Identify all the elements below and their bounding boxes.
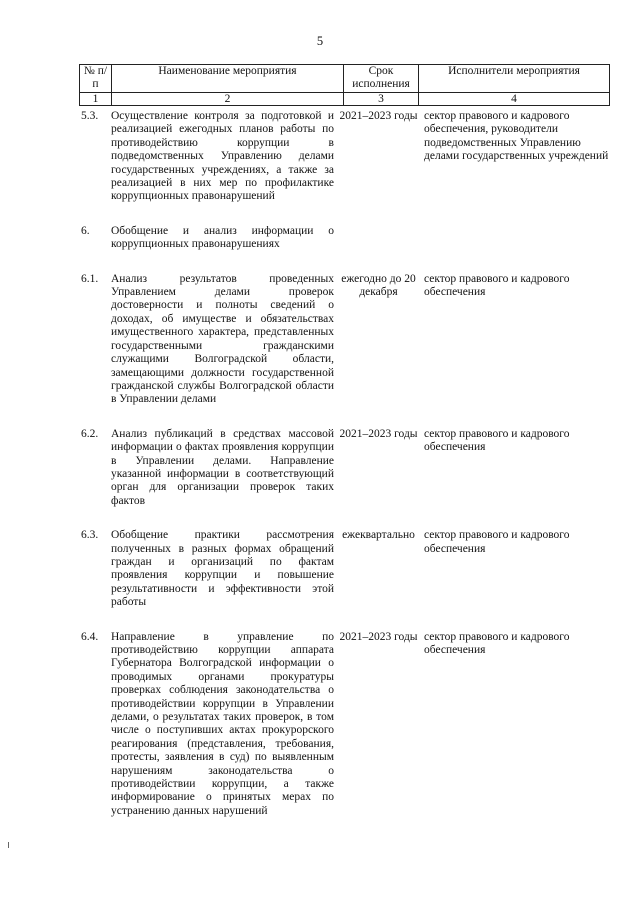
table-row xyxy=(79,110,609,225)
row-number: 6. xyxy=(81,224,90,237)
header-num-3: 3 xyxy=(344,93,419,106)
row-measure-name: Анализ публикаций в средствах массовой информации о фактах проявления коррупции в Управлении делами. Направление указанной информации в соответствующий орган для организации проверок таких фактов xyxy=(111,427,334,507)
row-term: 2021–2023 годы xyxy=(339,427,418,440)
header-num-4: 4 xyxy=(419,93,610,106)
row-executors: сектор правового и кадрового обеспечения xyxy=(424,630,570,656)
scan-mark xyxy=(8,842,9,848)
header-col-term: Срок исполнения xyxy=(344,65,419,93)
table-row xyxy=(79,225,609,273)
table-row xyxy=(79,529,609,630)
row-measure-name: Осуществление контроля за подготовкой и реализацией ежегодных планов работы по противодействию коррупции в подведомственных Управлению делами государственных учреждениях, а также за реализацией в них мер по профилактике коррупционных правонарушений xyxy=(111,110,334,203)
header-col-name: Наименование мероприятия xyxy=(112,65,344,93)
row-term: 2021–2023 годы xyxy=(339,630,418,643)
row-executors: сектор правового и кадрового обеспечения xyxy=(424,529,570,555)
measures-table xyxy=(79,110,609,839)
row-executors: сектор правового и кадрового обеспечения xyxy=(424,427,570,454)
table-row xyxy=(79,428,609,529)
row-measure-name: Анализ результатов проведенных Управлением делами проверок достоверности и полноты сведений о доходах, об имуществе и обязательствах имущественного характера, представленных государственными гражданскими служащими Волгоградской области, замещающими должности государственной гражданской службы Волгоградской области в Управлении делами xyxy=(111,272,334,406)
header-num-2: 2 xyxy=(112,93,344,106)
row-executors: сектор правового и кадрового обеспечения xyxy=(424,272,570,299)
page-number: 5 xyxy=(316,34,324,48)
row-measure-name: Обобщение и анализ информации о коррупционных правонарушениях xyxy=(111,224,334,251)
row-number: 6.2. xyxy=(81,427,99,440)
row-term xyxy=(337,225,420,273)
table-header xyxy=(79,64,610,106)
row-term: 2021–2023 годы xyxy=(339,110,418,122)
row-number: 5.3. xyxy=(81,110,99,122)
row-measure-name: Обобщение практики рассмотрения полученных в разных формах обращений граждан и организаций по фактам проявления коррупции и повышение результативности и эффективности этой работы xyxy=(111,529,334,609)
row-term: ежеквартально xyxy=(342,529,415,542)
row-measure-name: Направление в управление по противодействию коррупции аппарата Губернатора Волгоградской информации о проводимых органами прокуратуры проверках соблюдения законодательства о противодействии коррупции в Управлении делами, о результатах таких проверок, в том числе о поступивших актах прокурорского реагирования (представления, требования, протесты, заявления в суд) по выявленным нарушениям законодательства о противодействии коррупции, а также информирование о принятых мерах по устранению данных нарушений xyxy=(111,630,334,817)
header-num-1: 1 xyxy=(80,93,112,106)
header-col-number: № п/п xyxy=(80,65,112,93)
row-term: ежегодно до 20 декабря xyxy=(341,272,416,299)
row-number: 6.4. xyxy=(81,630,99,643)
row-executors: сектор правового и кадрового обеспечения, руководители подведомственных Управлению делами государственных учреждений xyxy=(424,110,609,163)
table-row xyxy=(79,273,609,428)
table-row xyxy=(79,631,609,840)
row-number: 6.1. xyxy=(81,272,99,285)
header-col-executors: Исполнители мероприятия xyxy=(419,65,610,93)
row-executors xyxy=(420,225,609,273)
row-number: 6.3. xyxy=(81,529,99,542)
